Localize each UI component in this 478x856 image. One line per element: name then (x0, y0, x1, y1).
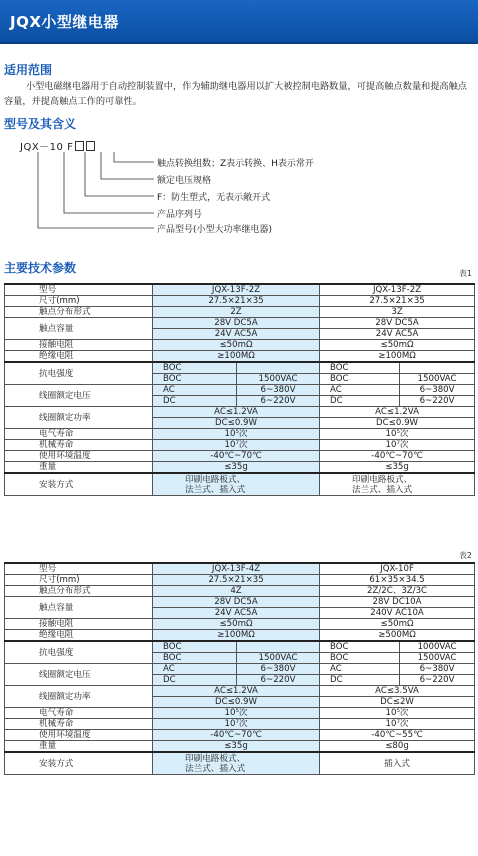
cell-mech-life: 10⁷次 (320, 440, 475, 451)
cell-coil-dc-value: 6~220V (400, 675, 475, 686)
cell-coil-ac-value: 6~380V (237, 385, 320, 396)
cell-env-temp: -40℃~70℃ (153, 451, 320, 462)
cell-env-temp: -40℃~70℃ (320, 451, 475, 462)
cell-contact-resistance: ≤50mΩ (320, 340, 475, 351)
row-label-weight: 重量 (5, 741, 153, 753)
cell-strength-a: BOC (320, 362, 400, 374)
cell-elec-life: 10⁵次 (320, 429, 475, 440)
cell-strength-a-value (400, 362, 475, 374)
row-label-weight: 重量 (5, 462, 153, 474)
table-row (5, 686, 475, 697)
mount-line-1: 印刷电路板式、 (185, 753, 246, 764)
cell-weight: ≤35g (320, 462, 475, 474)
cell-capacity-dc: 28V DC5A (320, 318, 475, 329)
cell-elec-life: 10⁵次 (320, 708, 475, 719)
row-label-strength: 抗电强度 (5, 362, 153, 385)
mount-line-1: 印刷电路板式、 (352, 474, 413, 485)
cell-weight: ≤35g (153, 741, 320, 753)
row-label-elec-life: 电气寿命 (5, 708, 153, 719)
table-row (5, 664, 475, 675)
row-label-env-temp: 使用环境温度 (5, 451, 153, 462)
row-label-env-temp: 使用环境温度 (5, 730, 153, 741)
row-label-mech-life: 机械寿命 (5, 719, 153, 730)
table-row (5, 619, 475, 630)
row-label-coil-power: 线圈额定功率 (5, 686, 153, 708)
cell-strength-a: BOC (153, 362, 237, 374)
cell-elec-life: 10⁵次 (153, 429, 320, 440)
specs-heading: 主要技术参数 (4, 261, 77, 275)
table-row (5, 362, 475, 374)
model-desc-4: 产品序列号 (157, 210, 203, 220)
table-row (5, 284, 475, 296)
cell-power-ac: AC≤1.2VA (153, 407, 320, 418)
row-label-contact-resistance: 接触电阻 (5, 619, 153, 630)
row-label-strength: 抗电强度 (5, 641, 153, 664)
row-label-size: 尺寸(mm) (5, 296, 153, 307)
cell-size: 27.5×21×35 (320, 296, 475, 307)
table-row (5, 307, 475, 318)
row-label-coil-power: 线圈额定功率 (5, 407, 153, 429)
cell-coil-dc: DC (153, 675, 237, 686)
cell-env-temp: -40℃~70℃ (153, 730, 320, 741)
row-label-mount: 安装方式 (5, 752, 153, 775)
model-desc-5: 产品型号(小型大功率继电器) (157, 225, 273, 235)
cell-capacity-dc: 28V DC5A (153, 318, 320, 329)
cell-coil-ac-value: 6~380V (400, 385, 475, 396)
cell-capacity-ac: 240V AC10A (320, 608, 475, 619)
cell-power-dc: DC≤0.9W (153, 418, 320, 429)
cell-mount (153, 473, 320, 496)
cell-coil-ac: AC (153, 385, 237, 396)
model-pointer-lines (0, 0, 478, 260)
cell-capacity-dc: 28V DC5A (153, 597, 320, 608)
table-row (5, 473, 475, 496)
cell-power-ac: AC≤1.2VA (320, 407, 475, 418)
row-label-contact-resistance: 接触电阻 (5, 340, 153, 351)
cell-coil-dc-value: 6~220V (400, 396, 475, 407)
cell-contact-resistance: ≤50mΩ (153, 619, 320, 630)
table-row (5, 741, 475, 753)
row-label-mech-life: 机械寿命 (5, 440, 153, 451)
cell-power-ac: AC≤3.5VA (320, 686, 475, 697)
cell-size: 27.5×21×35 (153, 575, 320, 586)
table-row (5, 451, 475, 462)
model-desc-3: F：防生塑式，无表示敞开式 (157, 193, 271, 203)
cell-contact-resistance: ≤50mΩ (320, 619, 475, 630)
row-label-contact-form: 触点分布形式 (5, 586, 153, 597)
mount-line-1: 印刷电路板式、 (185, 474, 246, 485)
cell-contact-form: 4Z (153, 586, 320, 597)
cell-weight: ≤80g (320, 741, 475, 753)
cell-contact-form: 3Z (320, 307, 475, 318)
cell-strength-b-value: 1500VAC (400, 374, 475, 385)
cell-model: JQX-13F-2Z (153, 284, 320, 296)
cell-strength-b: BOC (320, 653, 400, 664)
cell-strength-a: BOC (320, 641, 400, 653)
cell-weight: ≤35g (153, 462, 320, 474)
cell-coil-ac: AC (320, 385, 400, 396)
row-label-size: 尺寸(mm) (5, 575, 153, 586)
table-row (5, 407, 475, 418)
spec-table-2 (4, 562, 475, 775)
table-row (5, 385, 475, 396)
table1-label: 表1 (458, 269, 472, 278)
cell-insulation: ≥100MΩ (153, 351, 320, 363)
mount-line-2: 法兰式、插入式 (185, 484, 246, 495)
table-row (5, 429, 475, 440)
row-label-capacity: 触点容量 (5, 597, 153, 619)
table-row (5, 730, 475, 741)
cell-contact-form: 2Z/2C、3Z/3C (320, 586, 475, 597)
row-label-insulation: 绝缘电阻 (5, 630, 153, 642)
cell-mech-life: 10⁷次 (153, 719, 320, 730)
table2-label: 表2 (458, 551, 472, 560)
cell-contact-form: 2Z (153, 307, 320, 318)
table-row (5, 752, 475, 775)
cell-model: JQX-13F-2Z (320, 284, 475, 296)
cell-capacity-ac: 24V AC5A (320, 329, 475, 340)
table-row (5, 462, 475, 474)
cell-size: 27.5×21×35 (153, 296, 320, 307)
cell-size: 61×35×34.5 (320, 575, 475, 586)
table-row (5, 630, 475, 642)
cell-strength-b-value: 1500VAC (400, 653, 475, 664)
row-label-coil-voltage: 线圈额定电压 (5, 664, 153, 686)
cell-coil-ac-value: 6~380V (400, 664, 475, 675)
table-row (5, 575, 475, 586)
cell-coil-dc: DC (320, 396, 400, 407)
cell-strength-a-value (237, 641, 320, 653)
row-label-contact-form: 触点分布形式 (5, 307, 153, 318)
cell-power-ac: AC≤1.2VA (153, 686, 320, 697)
cell-insulation: ≥500MΩ (320, 630, 475, 642)
cell-power-dc: DC≤0.9W (153, 697, 320, 708)
cell-model: JQX-10F (320, 563, 475, 575)
cell-strength-b-value: 1500VAC (237, 374, 320, 385)
cell-coil-ac: AC (320, 664, 400, 675)
cell-strength-a: BOC (153, 641, 237, 653)
scope-heading: 适用范围 (4, 63, 53, 77)
cell-capacity-dc: 28V DC10A (320, 597, 475, 608)
cell-coil-dc-value: 6~220V (237, 675, 320, 686)
table-row (5, 351, 475, 363)
cell-capacity-ac: 24V AC5A (153, 608, 320, 619)
row-label-mount: 安装方式 (5, 473, 153, 496)
cell-insulation: ≥100MΩ (320, 351, 475, 363)
row-label-elec-life: 电气寿命 (5, 429, 153, 440)
model-heading: 型号及其含义 (4, 117, 77, 131)
model-desc-1: 触点转换组数；Z表示转换、H表示常开 (157, 159, 314, 169)
table-row (5, 340, 475, 351)
table-row (5, 597, 475, 608)
table-row (5, 318, 475, 329)
scope-text: 小型电磁继电器用于自动控制装置中，作为辅助继电器用以扩大被控制电路数量，可提高触点数量和提高触点容量，并提高触点工作的可靠性。 (4, 81, 467, 107)
mount-line-2: 法兰式、插入式 (352, 484, 413, 495)
row-label-insulation: 绝缘电阻 (5, 351, 153, 363)
row-label-model: 型号 (5, 284, 153, 296)
cell-coil-dc-value: 6~220V (237, 396, 320, 407)
cell-coil-ac-value: 6~380V (237, 664, 320, 675)
cell-mech-life: 10⁷次 (153, 440, 320, 451)
cell-power-dc: DC≤2W (320, 697, 475, 708)
cell-contact-resistance: ≤50mΩ (153, 340, 320, 351)
mount-line-2: 法兰式、插入式 (185, 763, 246, 774)
cell-power-dc: DC≤0.9W (320, 418, 475, 429)
table-row (5, 440, 475, 451)
cell-mount (320, 473, 475, 496)
table-row (5, 641, 475, 653)
mount-line-1: 插入式 (384, 758, 410, 769)
table-row (5, 586, 475, 597)
cell-model: JQX-13F-4Z (153, 563, 320, 575)
page-title: JQX小型继电器 (10, 13, 119, 31)
cell-strength-a-value: 1000VAC (400, 641, 475, 653)
cell-elec-life: 10⁵次 (153, 708, 320, 719)
model-code-text: JQX－10 F (20, 142, 74, 153)
spec-table-1 (4, 283, 475, 496)
cell-strength-b: BOC (153, 653, 237, 664)
table-row (5, 719, 475, 730)
cell-coil-dc: DC (320, 675, 400, 686)
cell-strength-b: BOC (320, 374, 400, 385)
cell-strength-b: BOC (153, 374, 237, 385)
cell-strength-a-value (237, 362, 320, 374)
table-row (5, 708, 475, 719)
cell-capacity-ac: 24V AC5A (153, 329, 320, 340)
table-row (5, 296, 475, 307)
cell-mount (320, 752, 475, 775)
cell-strength-b-value: 1500VAC (237, 653, 320, 664)
row-label-coil-voltage: 线圈额定电压 (5, 385, 153, 407)
cell-insulation: ≥100MΩ (153, 630, 320, 642)
cell-mech-life: 10⁷次 (320, 719, 475, 730)
cell-coil-ac: AC (153, 664, 237, 675)
row-label-capacity: 触点容量 (5, 318, 153, 340)
cell-env-temp: -40℃~55℃ (320, 730, 475, 741)
model-desc-2: 额定电压规格 (157, 176, 212, 186)
table-row (5, 563, 475, 575)
row-label-model: 型号 (5, 563, 153, 575)
cell-coil-dc: DC (153, 396, 237, 407)
cell-mount (153, 752, 320, 775)
